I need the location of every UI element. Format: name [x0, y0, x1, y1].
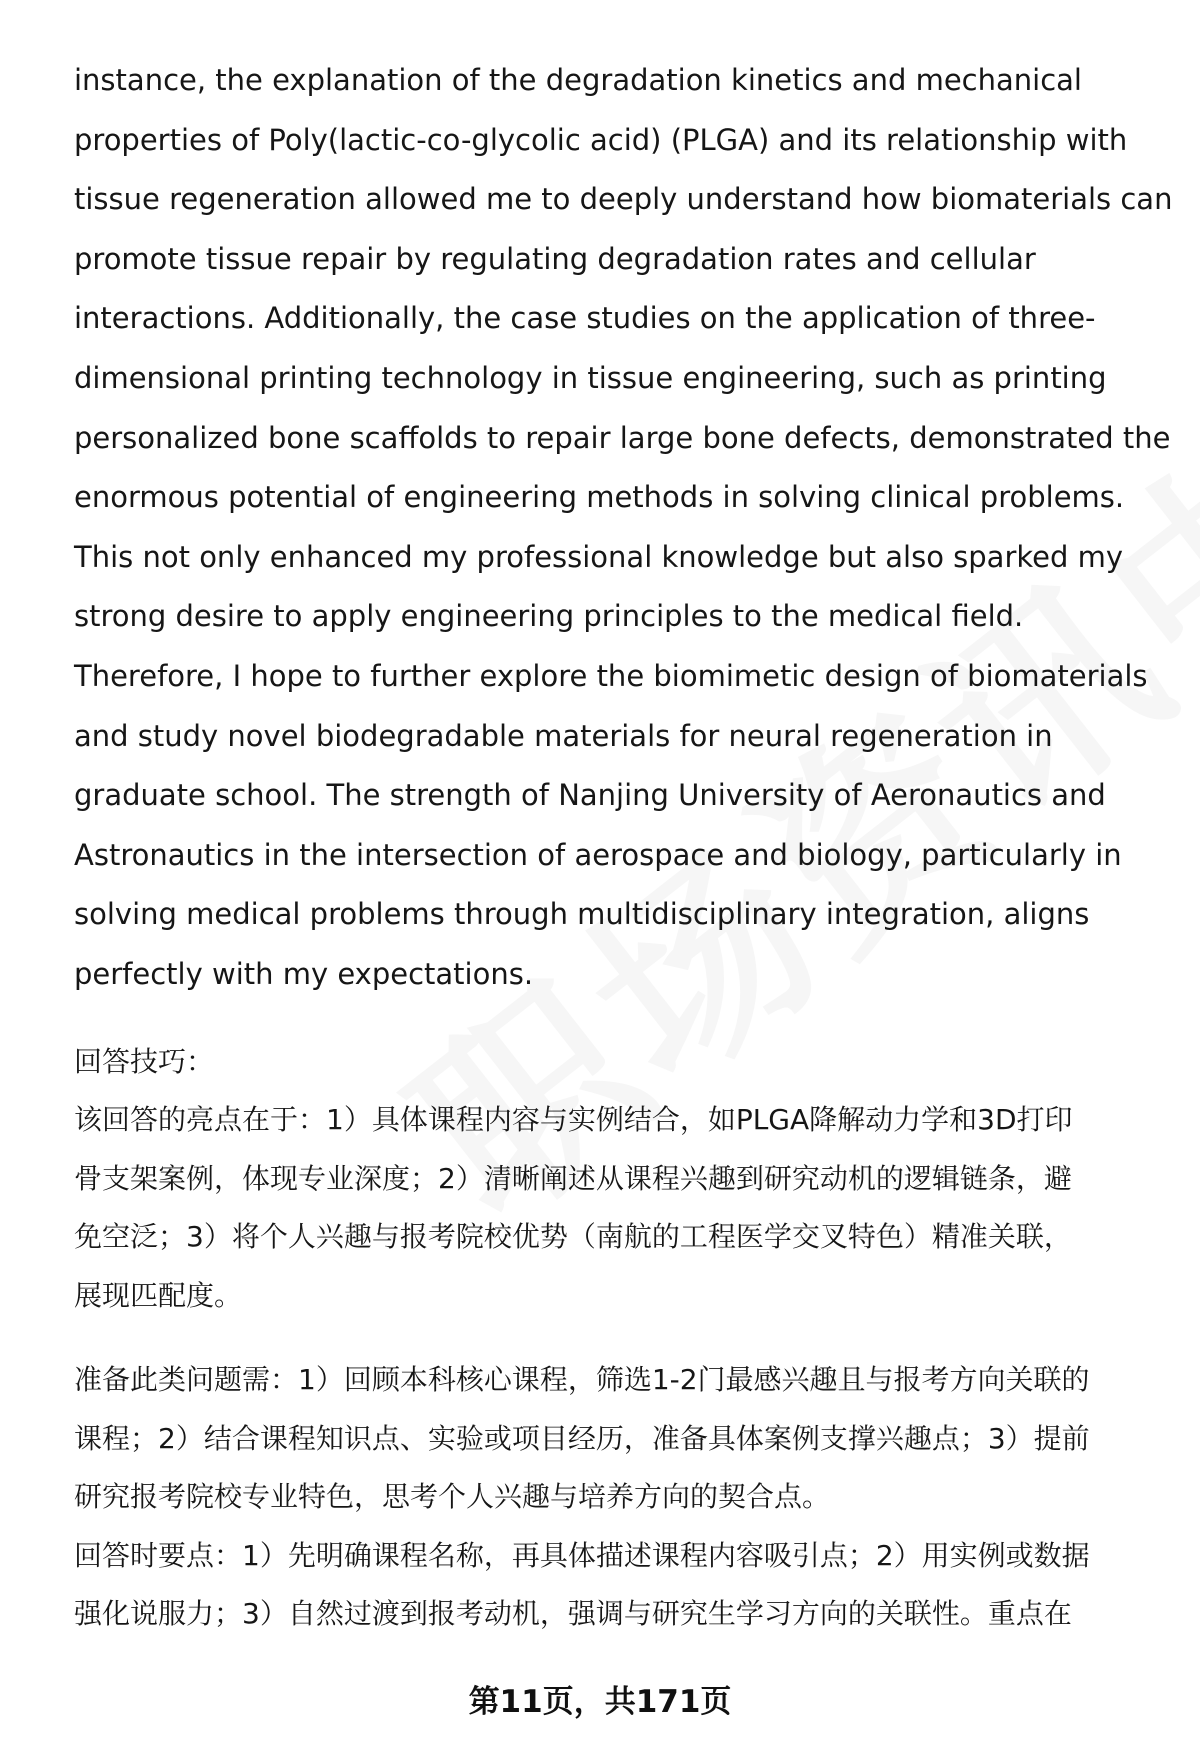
text-line: enormous potential of engineering methods in solving clinical problems.	[74, 480, 1125, 515]
text-line: properties of Poly(lactic-co-glycolic acid) (PLGA) and its relationship with	[74, 122, 1128, 157]
text-line: 课程；2）结合课程知识点、实验或项目经历，准备具体案例支撑兴趣点；3）提前	[74, 1421, 1090, 1455]
text-line: This not only enhanced my professional knowledge but also sparked my	[74, 539, 1124, 574]
text-line: instance, the explanation of the degradation kinetics and mechanical	[74, 63, 1082, 97]
tips-paragraph	[74, 1091, 1154, 1325]
text-line: 研究报考院校专业特色，思考个人兴趣与培养方向的契合点。	[74, 1480, 831, 1513]
text-line: tissue regeneration allowed me to deeply understand how biomaterials can	[74, 182, 1173, 217]
text-line: interactions. Additionally, the case studies on the application of three-	[74, 301, 1096, 336]
document-body	[74, 51, 1173, 1644]
text-line: 强化说服力；3）自然过渡到报考动机，强调与研究生学习方向的关联性。重点在	[74, 1597, 1072, 1630]
text-line: 准备此类问题需：1）回顾本科核心课程，筛选1-2门最感兴趣且与报考方向关联的	[74, 1363, 1090, 1396]
text-line: 免空泛；3）将个人兴趣与报考院校优势（南航的工程医学交叉特色）精准关联，	[74, 1220, 1072, 1253]
text-line: solving medical problems through multidisciplinary integration, aligns	[74, 897, 1090, 932]
text-line: Therefore, I hope to further explore the biomimetic design of biomaterials	[74, 658, 1148, 693]
preparation-paragraph	[74, 1351, 1154, 1527]
text-line: 该回答的亮点在于：1）具体课程内容与实例结合，如PLGA降解动力学和3D打印	[74, 1103, 1073, 1136]
tips-heading: 回答技巧：	[74, 1044, 215, 1078]
text-line: and study novel biodegradable materials for neural regeneration in	[74, 718, 1053, 753]
text-line: strong desire to apply engineering principles to the medical field.	[74, 599, 1024, 634]
text-line: Astronautics in the intersection of aerospace and biology, particularly in	[74, 837, 1122, 872]
text-line: graduate school. The strength of Nanjing University of Aeronautics and	[74, 778, 1106, 813]
text-line: 展现匹配度。	[74, 1278, 243, 1312]
english-answer-paragraph	[74, 51, 1173, 1005]
text-line: personalized bone scaffolds to repair large bone defects, demonstrated the	[74, 420, 1171, 455]
answer-points-paragraph	[74, 1527, 1154, 1644]
text-line: 回答时要点：1）先明确课程名称，再具体描述课程内容吸引点；2）用实例或数据	[74, 1538, 1090, 1572]
text-line: 骨支架案例，体现专业深度；2）清晰阐述从课程兴趣到研究动机的逻辑链条，避	[74, 1161, 1072, 1195]
text-line: perfectly with my expectations.	[74, 956, 534, 991]
page-number: 第11页，共171页	[468, 1684, 732, 1720]
text-line: promote tissue repair by regulating degradation rates and cellular	[74, 241, 1036, 276]
text-line: dimensional printing technology in tissue engineering, such as printing	[74, 360, 1107, 395]
